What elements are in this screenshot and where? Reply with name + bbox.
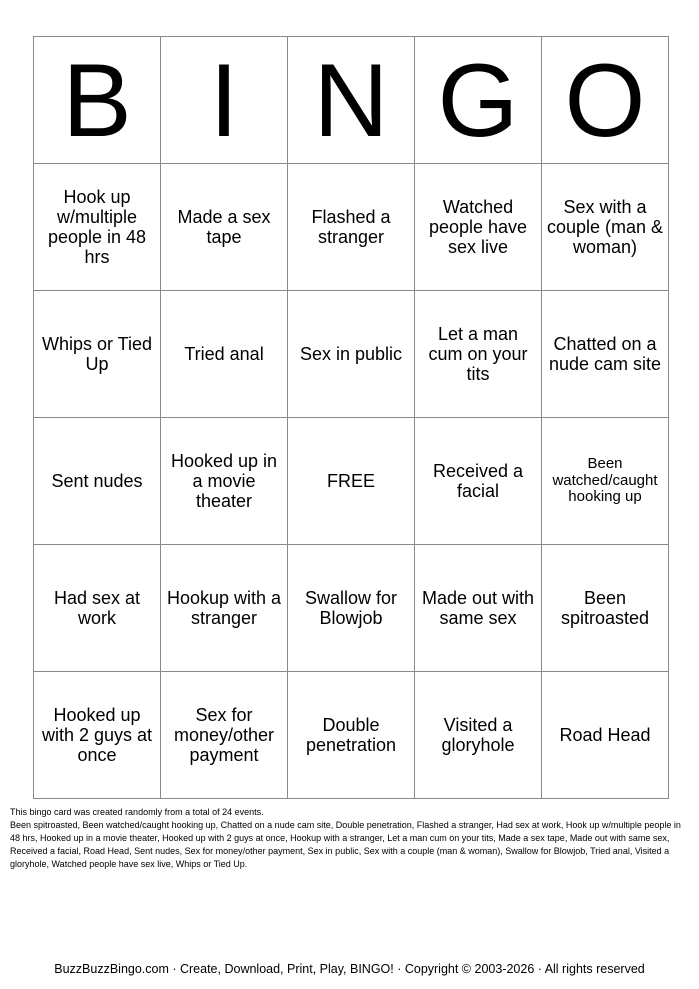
bingo-cell: Hooked up in a movie theater	[161, 418, 288, 545]
bingo-cell: Had sex at work	[34, 545, 161, 672]
bingo-cell: Road Head	[542, 672, 669, 799]
header-letter-i: I	[161, 37, 288, 164]
bingo-cell: Sex for money/other payment	[161, 672, 288, 799]
site-footer: BuzzBuzzBingo.com · Create, Download, Print, Play, BINGO! · Copyright © 2003-2026 · All rights reserved	[54, 962, 645, 976]
bingo-cell: Sex with a couple (man & woman)	[542, 164, 669, 291]
bingo-cell: Visited a gloryhole	[415, 672, 542, 799]
bingo-cell: Swallow for Blowjob	[288, 545, 415, 672]
bingo-row	[34, 672, 669, 799]
bingo-cell: Been watched/caught hooking up	[542, 418, 669, 545]
bingo-cell: Been spitroasted	[542, 545, 669, 672]
bingo-cell: Tried anal	[161, 291, 288, 418]
bingo-row	[34, 545, 669, 672]
bingo-header-row	[34, 37, 669, 164]
bingo-cell: Sent nudes	[34, 418, 161, 545]
description-events: Been spitroasted, Been watched/caught hooking up, Chatted on a nude cam site, Double penetration, Flashed a stranger, Had sex at work, Hook up w/multiple people in 48 hrs, Hooked up in a movie theater, Hooked up with 2 guys at once, Hookup with a stranger, Let a man cum on your tits, Made a sex tape, Made out with same sex, Received a facial, Road Head, Sent nudes, Sex for money/other payment, Sex in public, Sex with a couple (man & woman), Swallow for Blowjob, Tried anal, Visited a gloryhole, Watched people have sex live, Whips or Tied Up.	[10, 820, 681, 870]
card-description	[10, 806, 690, 871]
bingo-cell: Sex in public	[288, 291, 415, 418]
bingo-cell: Received a facial	[415, 418, 542, 545]
bingo-row	[34, 291, 669, 418]
bingo-row	[34, 164, 669, 291]
header-letter-n: N	[288, 37, 415, 164]
bingo-cell: Flashed a stranger	[288, 164, 415, 291]
bingo-card	[33, 36, 669, 799]
header-letter-b: B	[34, 37, 161, 164]
bingo-cell: Watched people have sex live	[415, 164, 542, 291]
bingo-cell: Hookup with a stranger	[161, 545, 288, 672]
bingo-cell: Whips or Tied Up	[34, 291, 161, 418]
bingo-cell: Let a man cum on your tits	[415, 291, 542, 418]
description-intro: This bingo card was created randomly from a total of 24 events.	[10, 807, 264, 817]
bingo-cell: Hooked up with 2 guys at once	[34, 672, 161, 799]
header-letter-g: G	[415, 37, 542, 164]
bingo-cell: Made a sex tape	[161, 164, 288, 291]
bingo-cell: Hook up w/multiple people in 48 hrs	[34, 164, 161, 291]
bingo-row	[34, 418, 669, 545]
bingo-cell: Double penetration	[288, 672, 415, 799]
bingo-cell: Made out with same sex	[415, 545, 542, 672]
bingo-cell: Chatted on a nude cam site	[542, 291, 669, 418]
bingo-cell-free: FREE	[288, 418, 415, 545]
header-letter-o: O	[542, 37, 669, 164]
